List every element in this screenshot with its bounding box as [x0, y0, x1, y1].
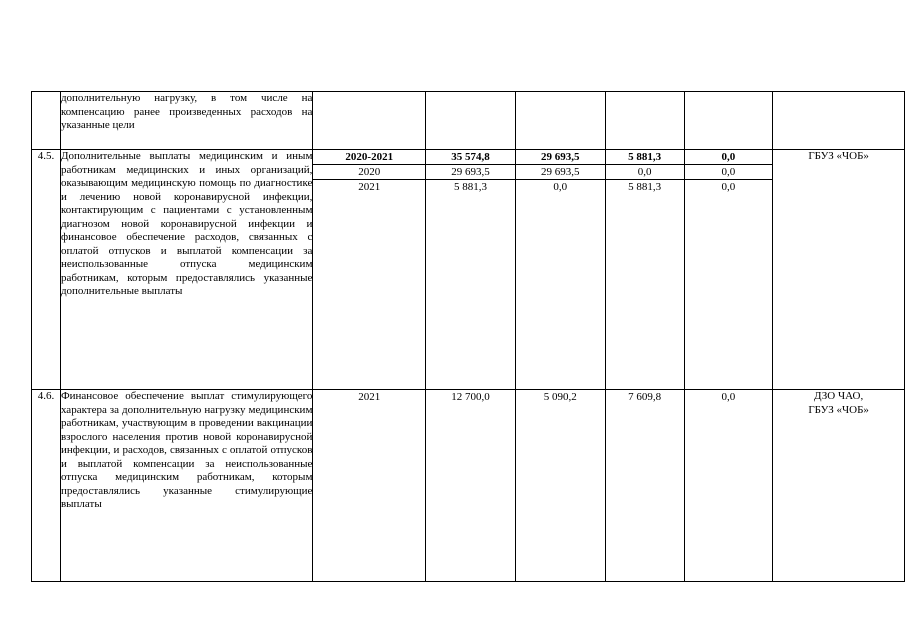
value-cell: [515, 390, 605, 582]
amount-value: 5 881,3: [454, 181, 488, 193]
executor-cell: [773, 92, 905, 150]
value-cell: [684, 150, 773, 390]
description-cell: дополнительную нагрузку, в том числе на компенсацию ранее произведенных расходов на указанные цели: [60, 92, 312, 150]
row-number: 4.5.: [32, 150, 61, 390]
executor-cell: [773, 390, 905, 582]
value-cell: [515, 150, 605, 390]
amount-value: 5 881,3: [606, 150, 684, 165]
amount-value: 7 609,8: [628, 391, 662, 403]
period-year: 2020: [313, 165, 425, 180]
row-number: 4.6.: [32, 390, 61, 582]
table-row-4-6: [32, 390, 905, 582]
value-cell: [605, 150, 684, 390]
amount-value: 29 693,5: [426, 165, 515, 180]
value-cell: [605, 92, 684, 150]
period-cell: [313, 390, 426, 582]
amount-value: 0,0: [721, 181, 736, 193]
amount-value: 35 574,8: [426, 150, 515, 165]
value-cell: [684, 390, 773, 582]
amount-value: 12 700,0: [451, 391, 490, 403]
amount-value: 5 881,3: [628, 181, 662, 193]
amount-value: 0,0: [553, 181, 568, 193]
amount-value: 0,0: [685, 150, 773, 165]
amount-value: 5 090,2: [543, 391, 577, 403]
value-cell: [605, 390, 684, 582]
executor-line: ГБУЗ «ЧОБ»: [808, 403, 869, 416]
description-cell: Дополнительные выплаты медицинским и иным работникам медицинских и иных организаций, оказывающим медицинскую помощь по диагностике и лечению новой коронавирусной инфекции, контактирующим с пациентами с установленным диагнозом новой коронавирусной инфекции и финансовое обеспечение расходов, связанных с оплатой отпусков и выплатой компенсации за неиспользованные отпуска медицинским работникам, которым предоставлялись указанные дополнительные выплаты: [60, 150, 312, 390]
period-year: 2021: [358, 391, 381, 403]
row-number-cell: [32, 92, 61, 150]
total-cell: [426, 390, 516, 582]
total-cell: [426, 92, 516, 150]
table-row-continuation: [32, 92, 905, 150]
amount-value: 0,0: [606, 165, 684, 180]
amount-value: 0,0: [685, 165, 773, 180]
value-cell: [515, 92, 605, 150]
executor-cell: ГБУЗ «ЧОБ»: [773, 150, 905, 390]
amount-value: 0,0: [721, 391, 736, 403]
executor-line: ДЗО ЧАО,: [814, 390, 864, 402]
period-cell: [313, 150, 426, 390]
value-cell: [684, 92, 773, 150]
measures-table: [31, 91, 905, 582]
table-row-4-5: [32, 150, 905, 390]
total-cell: [426, 150, 516, 390]
amount-value: 29 693,5: [516, 150, 605, 165]
period-total: 2020-2021: [313, 150, 425, 165]
description-cell: Финансовое обеспечение выплат стимулирующего характера за дополнительную нагрузку медицинским работникам, участвующим в проведении вакцинации взрослого населения против новой коронавирусной инфекции, и расходов, связанных с оплатой отпусков и выплатой компенсации за неиспользованные отпуска медицинским работникам, которым предоставлялись указанные стимулирующие выплаты: [60, 390, 312, 582]
amount-value: 29 693,5: [516, 165, 605, 180]
period-cell: [313, 92, 426, 150]
period-year: 2021: [358, 181, 381, 193]
